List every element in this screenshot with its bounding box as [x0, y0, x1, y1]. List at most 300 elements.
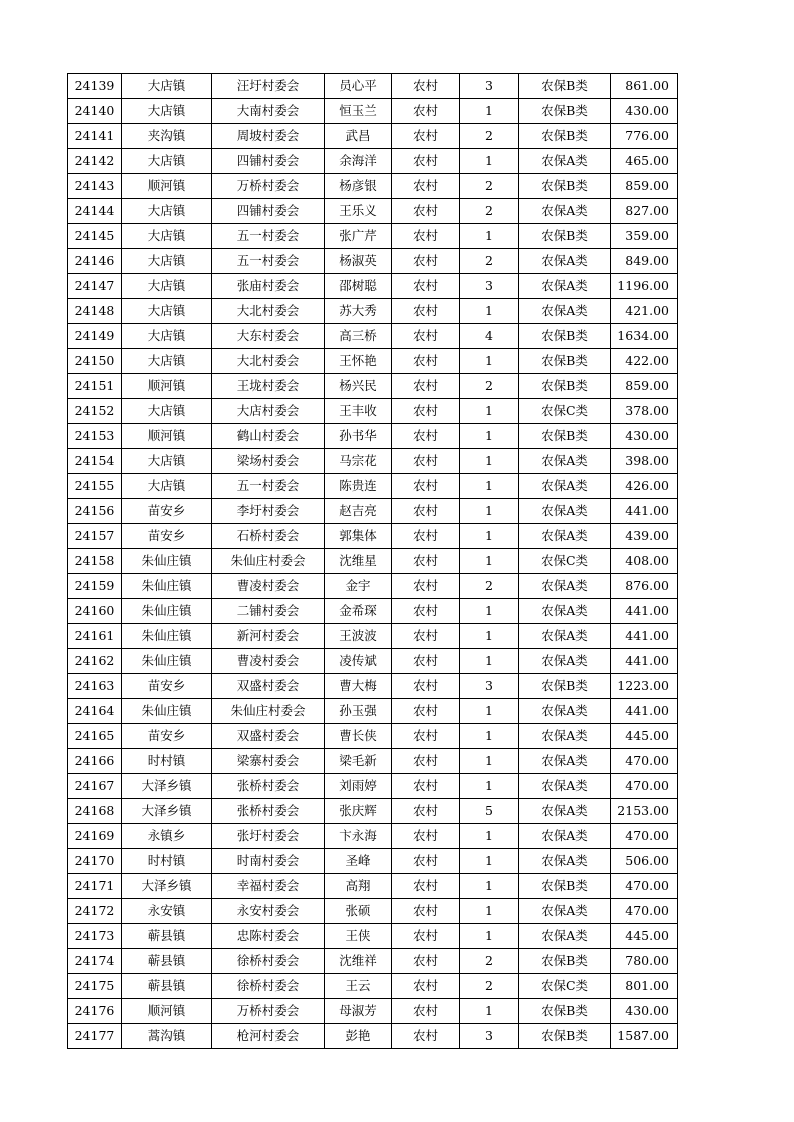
town-cell: 大泽乡镇	[122, 874, 212, 899]
amount-cell: 430.00	[611, 424, 678, 449]
records-table	[67, 73, 678, 1049]
household-type-cell: 农村	[392, 149, 460, 174]
amount-cell: 470.00	[611, 774, 678, 799]
village-cell: 张桥村委会	[212, 774, 325, 799]
amount-cell: 441.00	[611, 649, 678, 674]
household-type-cell: 农村	[392, 649, 460, 674]
town-cell: 蕲县镇	[122, 924, 212, 949]
record-id-cell: 24148	[68, 299, 122, 324]
table-row	[68, 899, 678, 924]
insurance-category-cell: 农保A类	[519, 774, 611, 799]
village-cell: 大东村委会	[212, 324, 325, 349]
table-row	[68, 824, 678, 849]
member-count-cell: 1	[460, 149, 519, 174]
household-type-cell: 农村	[392, 424, 460, 449]
household-type-cell: 农村	[392, 374, 460, 399]
village-cell: 万桥村委会	[212, 999, 325, 1024]
amount-cell: 861.00	[611, 74, 678, 99]
village-cell: 石桥村委会	[212, 524, 325, 549]
member-count-cell: 1	[460, 474, 519, 499]
record-id-cell: 24174	[68, 949, 122, 974]
record-id-cell: 24171	[68, 874, 122, 899]
person-name-cell: 高翔	[325, 874, 392, 899]
member-count-cell: 1	[460, 549, 519, 574]
person-name-cell: 梁毛新	[325, 749, 392, 774]
insurance-category-cell: 农保A类	[519, 299, 611, 324]
town-cell: 大店镇	[122, 99, 212, 124]
village-cell: 朱仙庄村委会	[212, 549, 325, 574]
amount-cell: 470.00	[611, 749, 678, 774]
person-name-cell: 王乐义	[325, 199, 392, 224]
record-id-cell: 24175	[68, 974, 122, 999]
table-row	[68, 599, 678, 624]
member-count-cell: 1	[460, 724, 519, 749]
amount-cell: 801.00	[611, 974, 678, 999]
amount-cell: 445.00	[611, 724, 678, 749]
person-name-cell: 金希琛	[325, 599, 392, 624]
member-count-cell: 1	[460, 699, 519, 724]
member-count-cell: 3	[460, 674, 519, 699]
town-cell: 朱仙庄镇	[122, 574, 212, 599]
household-type-cell: 农村	[392, 799, 460, 824]
table-row	[68, 749, 678, 774]
village-cell: 周坡村委会	[212, 124, 325, 149]
insurance-category-cell: 农保B类	[519, 174, 611, 199]
record-id-cell: 24156	[68, 499, 122, 524]
table-row	[68, 74, 678, 99]
person-name-cell: 员心平	[325, 74, 392, 99]
insurance-category-cell: 农保A类	[519, 524, 611, 549]
member-count-cell: 3	[460, 274, 519, 299]
member-count-cell: 1	[460, 99, 519, 124]
table-row	[68, 974, 678, 999]
insurance-category-cell: 农保A类	[519, 574, 611, 599]
town-cell: 大泽乡镇	[122, 774, 212, 799]
member-count-cell: 2	[460, 574, 519, 599]
household-type-cell: 农村	[392, 174, 460, 199]
record-id-cell: 24147	[68, 274, 122, 299]
household-type-cell: 农村	[392, 449, 460, 474]
table-row	[68, 349, 678, 374]
table-row	[68, 124, 678, 149]
record-id-cell: 24153	[68, 424, 122, 449]
record-id-cell: 24164	[68, 699, 122, 724]
village-cell: 双盛村委会	[212, 724, 325, 749]
amount-cell: 430.00	[611, 999, 678, 1024]
amount-cell: 780.00	[611, 949, 678, 974]
member-count-cell: 1	[460, 824, 519, 849]
household-type-cell: 农村	[392, 824, 460, 849]
household-type-cell: 农村	[392, 524, 460, 549]
record-id-cell: 24158	[68, 549, 122, 574]
records-body	[68, 74, 678, 1049]
record-id-cell: 24150	[68, 349, 122, 374]
insurance-category-cell: 农保A类	[519, 199, 611, 224]
insurance-category-cell: 农保A类	[519, 899, 611, 924]
household-type-cell: 农村	[392, 899, 460, 924]
household-type-cell: 农村	[392, 949, 460, 974]
insurance-category-cell: 农保B类	[519, 424, 611, 449]
household-type-cell: 农村	[392, 574, 460, 599]
amount-cell: 1196.00	[611, 274, 678, 299]
insurance-category-cell: 农保C类	[519, 549, 611, 574]
person-name-cell: 赵吉亮	[325, 499, 392, 524]
town-cell: 大店镇	[122, 299, 212, 324]
table-row	[68, 399, 678, 424]
amount-cell: 441.00	[611, 499, 678, 524]
household-type-cell: 农村	[392, 474, 460, 499]
person-name-cell: 陈贵连	[325, 474, 392, 499]
town-cell: 大店镇	[122, 149, 212, 174]
household-type-cell: 农村	[392, 924, 460, 949]
village-cell: 鹤山村委会	[212, 424, 325, 449]
amount-cell: 876.00	[611, 574, 678, 599]
village-cell: 五一村委会	[212, 249, 325, 274]
member-count-cell: 1	[460, 649, 519, 674]
table-row	[68, 174, 678, 199]
village-cell: 王垅村委会	[212, 374, 325, 399]
record-id-cell: 24145	[68, 224, 122, 249]
person-name-cell: 卞永海	[325, 824, 392, 849]
town-cell: 朱仙庄镇	[122, 699, 212, 724]
table-row	[68, 999, 678, 1024]
village-cell: 李圩村委会	[212, 499, 325, 524]
household-type-cell: 农村	[392, 399, 460, 424]
town-cell: 大泽乡镇	[122, 799, 212, 824]
village-cell: 新河村委会	[212, 624, 325, 649]
town-cell: 顺河镇	[122, 374, 212, 399]
person-name-cell: 郭集体	[325, 524, 392, 549]
member-count-cell: 2	[460, 174, 519, 199]
household-type-cell: 农村	[392, 749, 460, 774]
insurance-category-cell: 农保B类	[519, 349, 611, 374]
amount-cell: 859.00	[611, 174, 678, 199]
person-name-cell: 王侠	[325, 924, 392, 949]
person-name-cell: 杨淑英	[325, 249, 392, 274]
record-id-cell: 24151	[68, 374, 122, 399]
village-cell: 二铺村委会	[212, 599, 325, 624]
record-id-cell: 24157	[68, 524, 122, 549]
village-cell: 朱仙庄村委会	[212, 699, 325, 724]
village-cell: 大店村委会	[212, 399, 325, 424]
person-name-cell: 沈维星	[325, 549, 392, 574]
household-type-cell: 农村	[392, 299, 460, 324]
person-name-cell: 凌传斌	[325, 649, 392, 674]
insurance-category-cell: 农保A类	[519, 149, 611, 174]
village-cell: 大北村委会	[212, 349, 325, 374]
insurance-category-cell: 农保C类	[519, 974, 611, 999]
village-cell: 徐桥村委会	[212, 974, 325, 999]
village-cell: 永安村委会	[212, 899, 325, 924]
insurance-category-cell: 农保A类	[519, 799, 611, 824]
record-id-cell: 24140	[68, 99, 122, 124]
town-cell: 大店镇	[122, 349, 212, 374]
table-row	[68, 1024, 678, 1049]
village-cell: 五一村委会	[212, 224, 325, 249]
insurance-category-cell: 农保A类	[519, 249, 611, 274]
person-name-cell: 孙玉强	[325, 699, 392, 724]
town-cell: 大店镇	[122, 474, 212, 499]
member-count-cell: 2	[460, 949, 519, 974]
table-row	[68, 549, 678, 574]
record-id-cell: 24142	[68, 149, 122, 174]
member-count-cell: 1	[460, 849, 519, 874]
record-id-cell: 24139	[68, 74, 122, 99]
record-id-cell: 24152	[68, 399, 122, 424]
record-id-cell: 24166	[68, 749, 122, 774]
member-count-cell: 5	[460, 799, 519, 824]
amount-cell: 441.00	[611, 599, 678, 624]
person-name-cell: 张庆辉	[325, 799, 392, 824]
insurance-category-cell: 农保C类	[519, 399, 611, 424]
amount-cell: 378.00	[611, 399, 678, 424]
record-id-cell: 24143	[68, 174, 122, 199]
household-type-cell: 农村	[392, 874, 460, 899]
table-row	[68, 724, 678, 749]
village-cell: 徐桥村委会	[212, 949, 325, 974]
amount-cell: 398.00	[611, 449, 678, 474]
amount-cell: 1634.00	[611, 324, 678, 349]
table-row	[68, 374, 678, 399]
village-cell: 枪河村委会	[212, 1024, 325, 1049]
household-type-cell: 农村	[392, 324, 460, 349]
table-row	[68, 799, 678, 824]
amount-cell: 470.00	[611, 824, 678, 849]
insurance-category-cell: 农保A类	[519, 649, 611, 674]
table-row	[68, 224, 678, 249]
insurance-category-cell: 农保A类	[519, 499, 611, 524]
member-count-cell: 1	[460, 924, 519, 949]
record-id-cell: 24154	[68, 449, 122, 474]
table-row	[68, 874, 678, 899]
record-id-cell: 24168	[68, 799, 122, 824]
table-row	[68, 699, 678, 724]
household-type-cell: 农村	[392, 199, 460, 224]
member-count-cell: 1	[460, 749, 519, 774]
member-count-cell: 3	[460, 1024, 519, 1049]
person-name-cell: 曹大梅	[325, 674, 392, 699]
amount-cell: 2153.00	[611, 799, 678, 824]
insurance-category-cell: 农保A类	[519, 274, 611, 299]
person-name-cell: 圣峰	[325, 849, 392, 874]
record-id-cell: 24170	[68, 849, 122, 874]
village-cell: 幸福村委会	[212, 874, 325, 899]
village-cell: 张桥村委会	[212, 799, 325, 824]
town-cell: 朱仙庄镇	[122, 549, 212, 574]
member-count-cell: 2	[460, 199, 519, 224]
village-cell: 梁寨村委会	[212, 749, 325, 774]
record-id-cell: 24169	[68, 824, 122, 849]
village-cell: 曹凌村委会	[212, 649, 325, 674]
town-cell: 苗安乡	[122, 674, 212, 699]
town-cell: 夹沟镇	[122, 124, 212, 149]
amount-cell: 470.00	[611, 874, 678, 899]
member-count-cell: 4	[460, 324, 519, 349]
town-cell: 苗安乡	[122, 524, 212, 549]
household-type-cell: 农村	[392, 499, 460, 524]
record-id-cell: 24177	[68, 1024, 122, 1049]
village-cell: 曹凌村委会	[212, 574, 325, 599]
insurance-category-cell: 农保A类	[519, 849, 611, 874]
insurance-category-cell: 农保B类	[519, 949, 611, 974]
table-row	[68, 449, 678, 474]
town-cell: 大店镇	[122, 224, 212, 249]
table-row	[68, 674, 678, 699]
insurance-category-cell: 农保A类	[519, 749, 611, 774]
village-cell: 万桥村委会	[212, 174, 325, 199]
table-row	[68, 649, 678, 674]
amount-cell: 465.00	[611, 149, 678, 174]
person-name-cell: 余海洋	[325, 149, 392, 174]
town-cell: 苗安乡	[122, 724, 212, 749]
person-name-cell: 母淑芳	[325, 999, 392, 1024]
table-row	[68, 499, 678, 524]
record-id-cell: 24172	[68, 899, 122, 924]
town-cell: 顺河镇	[122, 174, 212, 199]
record-id-cell: 24146	[68, 249, 122, 274]
table-row	[68, 299, 678, 324]
insurance-category-cell: 农保B类	[519, 74, 611, 99]
town-cell: 大店镇	[122, 399, 212, 424]
record-id-cell: 24161	[68, 624, 122, 649]
town-cell: 大店镇	[122, 274, 212, 299]
amount-cell: 439.00	[611, 524, 678, 549]
member-count-cell: 1	[460, 599, 519, 624]
household-type-cell: 农村	[392, 599, 460, 624]
member-count-cell: 1	[460, 399, 519, 424]
person-name-cell: 杨兴民	[325, 374, 392, 399]
person-name-cell: 武昌	[325, 124, 392, 149]
member-count-cell: 3	[460, 74, 519, 99]
town-cell: 蕲县镇	[122, 974, 212, 999]
village-cell: 张庙村委会	[212, 274, 325, 299]
insurance-category-cell: 农保B类	[519, 674, 611, 699]
member-count-cell: 2	[460, 249, 519, 274]
amount-cell: 849.00	[611, 249, 678, 274]
village-cell: 大北村委会	[212, 299, 325, 324]
amount-cell: 422.00	[611, 349, 678, 374]
table-row	[68, 199, 678, 224]
town-cell: 永镇乡	[122, 824, 212, 849]
person-name-cell: 王波波	[325, 624, 392, 649]
person-name-cell: 高三桥	[325, 324, 392, 349]
table-row	[68, 99, 678, 124]
village-cell: 大南村委会	[212, 99, 325, 124]
person-name-cell: 马宗花	[325, 449, 392, 474]
member-count-cell: 1	[460, 999, 519, 1024]
household-type-cell: 农村	[392, 74, 460, 99]
insurance-category-cell: 农保B类	[519, 99, 611, 124]
member-count-cell: 1	[460, 449, 519, 474]
record-id-cell: 24149	[68, 324, 122, 349]
table-row	[68, 424, 678, 449]
village-cell: 梁场村委会	[212, 449, 325, 474]
household-type-cell: 农村	[392, 224, 460, 249]
member-count-cell: 2	[460, 374, 519, 399]
town-cell: 顺河镇	[122, 424, 212, 449]
village-cell: 张圩村委会	[212, 824, 325, 849]
village-cell: 四铺村委会	[212, 199, 325, 224]
person-name-cell: 王丰收	[325, 399, 392, 424]
village-cell: 忠陈村委会	[212, 924, 325, 949]
household-type-cell: 农村	[392, 774, 460, 799]
insurance-category-cell: 农保A类	[519, 624, 611, 649]
amount-cell: 421.00	[611, 299, 678, 324]
person-name-cell: 杨彦银	[325, 174, 392, 199]
town-cell: 朱仙庄镇	[122, 624, 212, 649]
amount-cell: 1223.00	[611, 674, 678, 699]
town-cell: 大店镇	[122, 449, 212, 474]
household-type-cell: 农村	[392, 999, 460, 1024]
person-name-cell: 曹长侠	[325, 724, 392, 749]
record-id-cell: 24144	[68, 199, 122, 224]
household-type-cell: 农村	[392, 1024, 460, 1049]
household-type-cell: 农村	[392, 624, 460, 649]
amount-cell: 776.00	[611, 124, 678, 149]
person-name-cell: 刘雨婷	[325, 774, 392, 799]
town-cell: 朱仙庄镇	[122, 599, 212, 624]
insurance-category-cell: 农保A类	[519, 599, 611, 624]
household-type-cell: 农村	[392, 699, 460, 724]
household-type-cell: 农村	[392, 274, 460, 299]
insurance-category-cell: 农保B类	[519, 124, 611, 149]
member-count-cell: 1	[460, 424, 519, 449]
person-name-cell: 恒玉兰	[325, 99, 392, 124]
household-type-cell: 农村	[392, 99, 460, 124]
table-row	[68, 924, 678, 949]
town-cell: 顺河镇	[122, 999, 212, 1024]
table-row	[68, 324, 678, 349]
village-cell: 五一村委会	[212, 474, 325, 499]
amount-cell: 445.00	[611, 924, 678, 949]
person-name-cell: 王怀艳	[325, 349, 392, 374]
household-type-cell: 农村	[392, 724, 460, 749]
insurance-category-cell: 农保A类	[519, 474, 611, 499]
table-row	[68, 949, 678, 974]
insurance-category-cell: 农保B类	[519, 324, 611, 349]
person-name-cell: 邵树聪	[325, 274, 392, 299]
member-count-cell: 1	[460, 224, 519, 249]
person-name-cell: 金宇	[325, 574, 392, 599]
insurance-category-cell: 农保B类	[519, 1024, 611, 1049]
record-id-cell: 24163	[68, 674, 122, 699]
insurance-category-cell: 农保B类	[519, 374, 611, 399]
household-type-cell: 农村	[392, 549, 460, 574]
insurance-category-cell: 农保A类	[519, 824, 611, 849]
record-id-cell: 24159	[68, 574, 122, 599]
town-cell: 大店镇	[122, 74, 212, 99]
amount-cell: 441.00	[611, 699, 678, 724]
person-name-cell: 孙书华	[325, 424, 392, 449]
insurance-category-cell: 农保B类	[519, 224, 611, 249]
member-count-cell: 2	[460, 124, 519, 149]
person-name-cell: 彭艳	[325, 1024, 392, 1049]
village-cell: 汪圩村委会	[212, 74, 325, 99]
record-id-cell: 24167	[68, 774, 122, 799]
person-name-cell: 张广芹	[325, 224, 392, 249]
town-cell: 时村镇	[122, 849, 212, 874]
amount-cell: 470.00	[611, 899, 678, 924]
member-count-cell: 1	[460, 774, 519, 799]
person-name-cell: 苏大秀	[325, 299, 392, 324]
insurance-category-cell: 农保A类	[519, 924, 611, 949]
household-type-cell: 农村	[392, 349, 460, 374]
record-id-cell: 24165	[68, 724, 122, 749]
town-cell: 永安镇	[122, 899, 212, 924]
member-count-cell: 1	[460, 899, 519, 924]
amount-cell: 441.00	[611, 624, 678, 649]
table-row	[68, 149, 678, 174]
